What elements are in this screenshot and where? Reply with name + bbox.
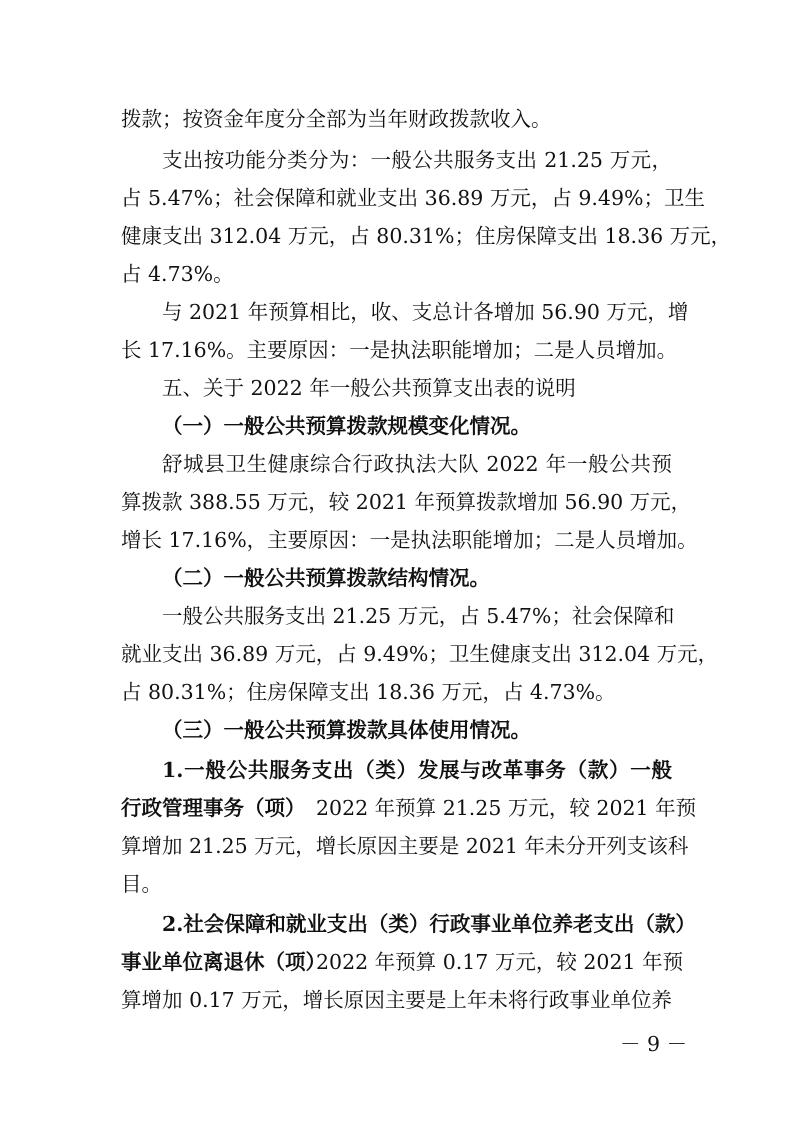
item-heading: 1.一般公共服务支出（类）发展与改革事务（款）一般 (162, 758, 672, 782)
paragraph-line: 拨款；按资金年度分全部为当年财政拨款收入。 (121, 107, 552, 131)
paragraph-line: 2022 年预算 0.17 万元，较 2021 年预 (316, 950, 684, 974)
paragraph-line: 一般公共服务支出 21.25 万元，占 5.47%；社会保障和 (162, 604, 675, 628)
paragraph-line: 增长 17.16%，主要原因：一是执法职能增加；二是人员增加。 (121, 528, 698, 552)
paragraph-line: 舒城县卫生健康综合行政执法大队 2022 年一般公共预 (162, 452, 672, 476)
paragraph-line: 算拨款 388.55 万元，较 2021 年预算拨款增加 56.90 万元， (121, 490, 692, 514)
subsection-heading: （二）一般公共预算拨款结构情况。 (162, 566, 490, 590)
paragraph-line: 占 80.31%；住房保障支出 18.36 万元，占 4.73%。 (121, 680, 616, 704)
item-heading: 2.社会保障和就业支出（类）行政事业单位养老支出（款） (162, 912, 696, 936)
paragraph-line: 支出按功能分类分为：一般公共服务支出 21.25 万元， (162, 148, 672, 172)
section-heading: 五、关于 2022 年一般公共预算支出表的说明 (162, 376, 576, 400)
page-number: － 9 － (620, 1032, 688, 1056)
subsection-heading: （三）一般公共预算拨款具体使用情况。 (162, 718, 531, 742)
paragraph-line: 占 5.47%；社会保障和就业支出 36.89 万元，占 9.49%；卫生 (121, 186, 705, 210)
paragraph-line: 算增加 21.25 万元，增长原因主要是 2021 年未分开列支该科 (121, 834, 689, 858)
paragraph-line: 长 17.16%。主要原因：一是执法职能增加；二是人员增加。 (121, 338, 678, 362)
item-heading-continuation: 行政管理事务（项） (121, 796, 306, 820)
paragraph-line: 目。 (121, 872, 162, 896)
paragraph-line: 占 4.73%。 (121, 262, 234, 286)
item-heading-continuation: 事业单位离退休（项） (121, 950, 326, 974)
paragraph-line: 与 2021 年预算相比，收、支总计各增加 56.90 万元，增 (162, 300, 689, 324)
paragraph-line: 算增加 0.17 万元，增长原因主要是上年未将行政事业单位养 (121, 988, 672, 1012)
paragraph-line: 健康支出 312.04 万元，占 80.31%；住房保障支出 18.36 万元， (121, 224, 732, 248)
paragraph-line: 2022 年预算 21.25 万元，较 2021 年预 (316, 796, 697, 820)
subsection-heading: （一）一般公共预算拨款规模变化情况。 (162, 414, 531, 438)
paragraph-line: 就业支出 36.89 万元，占 9.49%；卫生健康支出 312.04 万元， (121, 642, 719, 666)
